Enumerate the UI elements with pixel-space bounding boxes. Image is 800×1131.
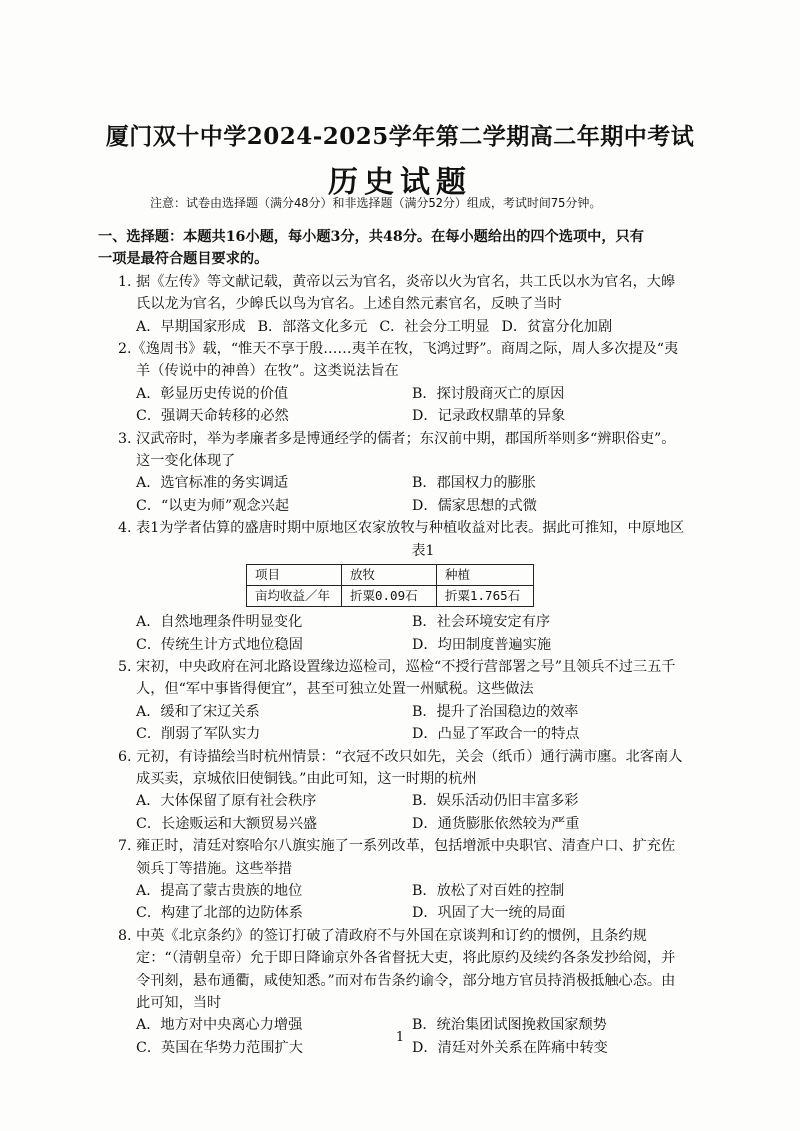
- table-cell: 折粟0.09石: [342, 586, 437, 607]
- section-heading-line2: 一项是最符合题目要求的。: [98, 251, 269, 268]
- question-7: [118, 835, 688, 925]
- question-stem: 4. 表1为学者估算的盛唐时期中原地区农家放牧与种植收益对比表。据此可推知，中原地区: [118, 520, 685, 537]
- options: [118, 383, 688, 428]
- option-a: A．自然地理条件明显变化: [136, 614, 303, 631]
- table-header-cell: 放牧: [342, 565, 437, 586]
- option-c: C．传统生计方式地位稳固: [136, 636, 303, 653]
- option-c: C．“以吏为师”观念兴起: [136, 497, 290, 514]
- option-b: B．郡国权力的膨胀: [412, 475, 536, 492]
- page-number: 1: [395, 1030, 405, 1045]
- table-cell: 亩均收益／年: [247, 586, 342, 607]
- table-cell: 折粟1.765石: [437, 586, 534, 607]
- option-b: B．统治集团试图挽救国家颓势: [412, 1017, 607, 1034]
- exam-note: 注意：试卷由选择题（满分48分）和非选择题（满分52分）组成，考试时间75分钟。: [150, 196, 602, 210]
- question-4: [118, 517, 688, 656]
- option-b: B．放松了对百姓的控制: [412, 882, 565, 899]
- option-c: C．社会分工明显: [379, 318, 490, 335]
- table-header-row: [247, 565, 534, 586]
- question-stem: 5. 宋初，中央政府在河北路设置缘边巡检司，巡检“不授行营部署之号”且领兵不过三五千人，但“军中事皆得便宜”，甚至可独立处置一州赋税。这些做法: [118, 658, 676, 698]
- options: [118, 701, 688, 746]
- question-3: [118, 428, 688, 518]
- option-d: D．记录政权鼎革的异象: [412, 408, 566, 425]
- question-5: [118, 656, 688, 746]
- exam-subtitle: 历史试题: [328, 165, 472, 200]
- option-d: D．巩固了大一统的局面: [412, 905, 566, 922]
- exam-title: 厦门双十中学2024-2025学年第二学期高二年期中考试: [105, 123, 695, 150]
- option-d: D．儒家思想的式微: [412, 497, 537, 514]
- table-header-cell: 项目: [247, 565, 342, 586]
- options: [118, 880, 688, 925]
- options: [118, 790, 688, 835]
- option-a: A．缓和了宋辽关系: [136, 703, 260, 720]
- table-row: [247, 586, 534, 607]
- question-1: [118, 271, 688, 338]
- option-a: A．选官标准的务实调适: [136, 475, 289, 492]
- options: [118, 611, 688, 656]
- option-a: A．大体保留了原有社会秩序: [136, 793, 317, 810]
- table-1: [246, 564, 534, 607]
- option-d: D．均田制度普遍实施: [412, 636, 552, 653]
- option-c: C．英国在华势力范围扩大: [136, 1039, 303, 1056]
- table-caption: 表1: [411, 542, 435, 559]
- option-d: D．清廷对外关系在阵痛中转变: [412, 1039, 608, 1056]
- option-b: B．社会环境安定有序: [412, 614, 551, 631]
- table-header-cell: 种植: [437, 565, 534, 586]
- exam-content: [98, 226, 688, 1059]
- option-b: B．提升了治国稳边的效率: [412, 703, 579, 720]
- option-c: C．构建了北部的边防体系: [136, 905, 303, 922]
- options: [118, 472, 688, 517]
- question-stem: 1. 据《左传》等文献记载，黄帝以云为官名，炎帝以火为官名，共工氏以水为官名，大皞氏以龙为官名，少皞氏以鸟为官名。上述自然元素官名，反映了当时: [118, 273, 676, 313]
- question-stem: 7. 雍正时，清廷对察哈尔八旗实施了一系列改革，包括增派中央职官、清查户口、扩充佐领兵丁等措施。这些举措: [118, 838, 676, 877]
- question-stem: 6. 元初，有诗描绘当时杭州情景：“衣冠不改只如先，关会（纸币）通行满市廛。北客南人成买卖，京城依旧使铜钱。”由此可知，这一时期的杭州: [118, 748, 683, 787]
- question-stem: 2.《逸周书》载，“惟天不享于殷……夷羊在牧，飞鸿过野”。商周之际，周人多次提及“夷羊（传说中的神兽）在牧”。这类说法旨在: [118, 341, 679, 380]
- section-heading-line1: 一、选择题：本题共16小题，每小题3分，共48分。在每小题给出的四个选项中，只有: [98, 229, 644, 245]
- option-d: D．贫富分化加剧: [501, 318, 613, 335]
- section-heading: [98, 226, 688, 271]
- option-d: D．凸显了军政合一的特点: [412, 726, 580, 743]
- option-b: B．探讨殷商灭亡的原因: [412, 385, 565, 402]
- option-c: C．强调天命转移的必然: [136, 408, 289, 425]
- question-stem: 8. 中英《北京条约》的签订打破了清政府不与外国在京谈判和订约的惯例，且条约规定：“（清朝皇帝）允于即日降谕京外各省督抚大吏，将此原约及续约各条发抄给阅，并令刊刻，悬布通衢，咸使知悉。”而对布告条约谕令，部分地方官员持消极抵触心态。由此可知，当时: [118, 927, 676, 1011]
- question-6: [118, 746, 688, 836]
- option-b: B．娱乐活动仍旧丰富多彩: [412, 793, 579, 810]
- question-2: [118, 338, 688, 428]
- option-a: A．提高了蒙古贵族的地位: [136, 882, 303, 899]
- option-c: C．长途贩运和大额贸易兴盛: [136, 815, 318, 832]
- option-a: A．地方对中央离心力增强: [136, 1017, 303, 1034]
- option-d: D．通货膨胀依然较为严重: [412, 815, 580, 832]
- question-stem: 3. 汉武帝时，举为孝廉者多是博通经学的儒者；东汉前中期，郡国所举则多“辨职俗吏”。这一变化体现了: [118, 430, 676, 470]
- option-c: C．削弱了军队实力: [136, 726, 261, 743]
- options: [118, 316, 688, 338]
- option-a: A．彰显历史传说的价值: [136, 385, 289, 402]
- option-a: A．早期国家形成: [136, 318, 246, 335]
- option-b: B．部落文化多元: [257, 318, 368, 335]
